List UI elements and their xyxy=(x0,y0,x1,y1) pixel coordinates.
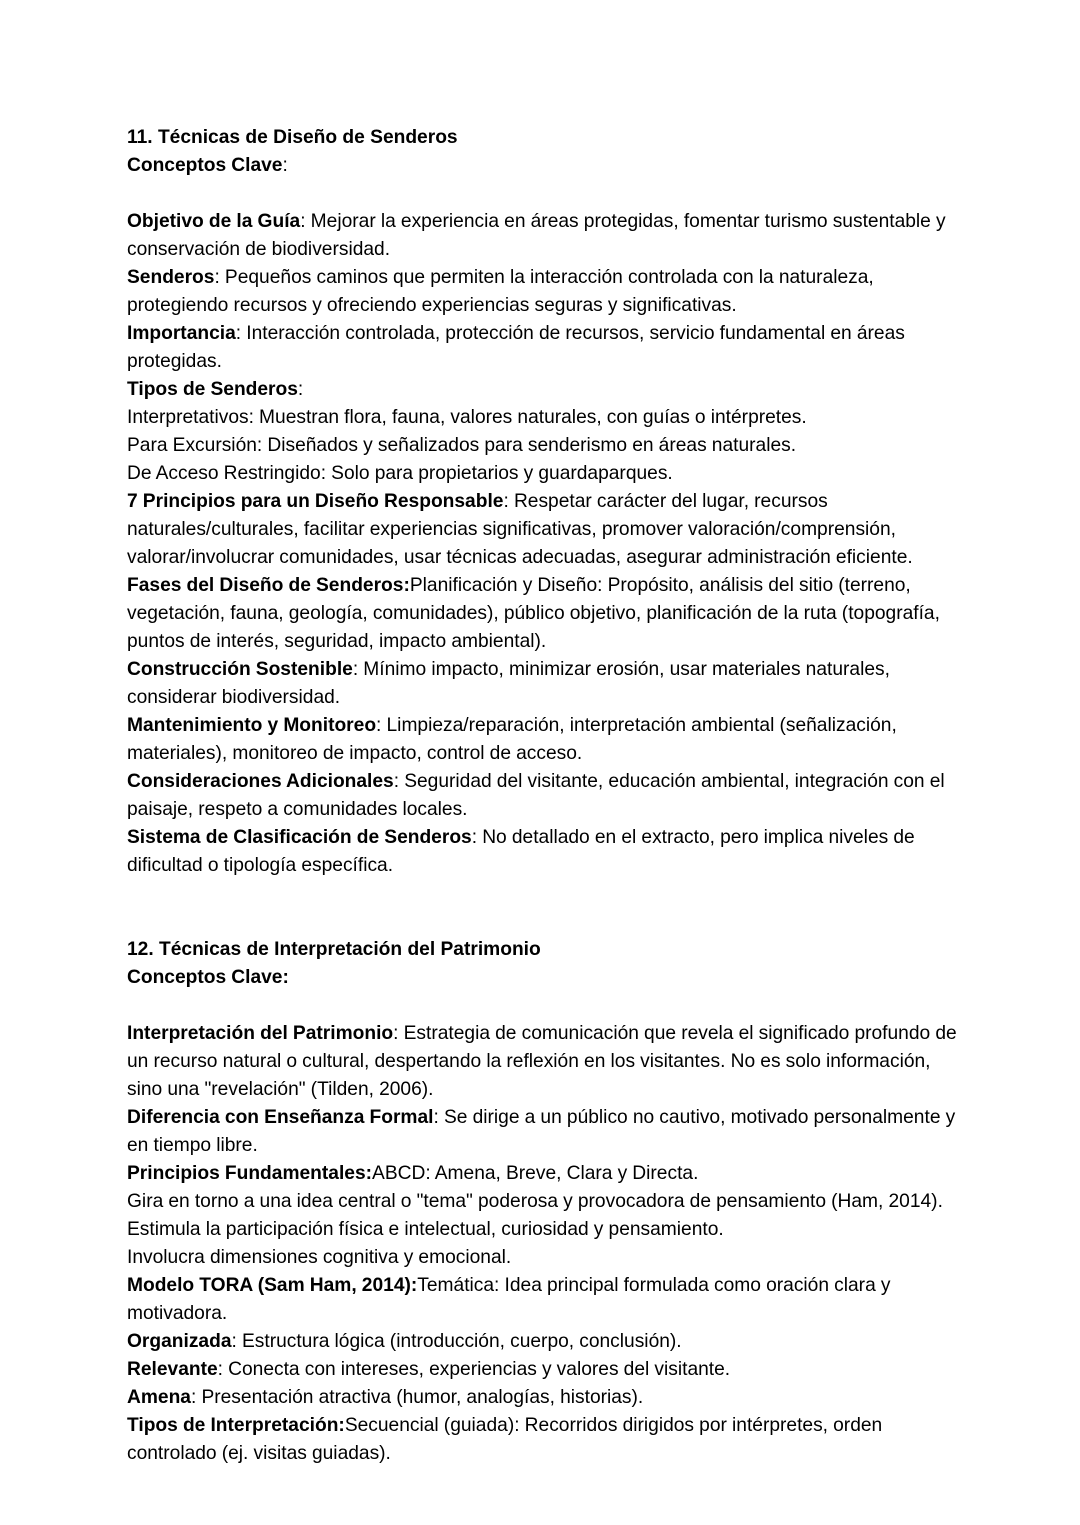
definition-entry xyxy=(127,1104,957,1160)
entry-text: De Acceso Restringido: Solo para propietarios y guardaparques. xyxy=(127,463,673,484)
list-item xyxy=(127,1188,957,1216)
entry-text: Secuencial (guiada): Recorridos dirigidos por intérpretes, orden controlado (ej. visitas guiadas). xyxy=(127,1415,883,1464)
entry-separator: : xyxy=(231,1331,242,1352)
entry-label: Construcción Sostenible xyxy=(127,659,353,680)
section-subtitle xyxy=(127,152,957,180)
definition-entry xyxy=(127,1412,957,1468)
list-item xyxy=(127,1244,957,1272)
entry-text: Estimula la participación física e intelectual, curiosidad y pensamiento. xyxy=(127,1219,724,1240)
list-item xyxy=(127,460,957,488)
entry-separator: : xyxy=(300,211,311,232)
blank-line xyxy=(127,180,957,208)
document-body xyxy=(127,124,957,1468)
entry-text: Involucra dimensiones cognitiva y emocional. xyxy=(127,1247,512,1268)
definition-entry xyxy=(127,1384,957,1412)
entry-text: Presentación atractiva (humor, analogías, historias). xyxy=(201,1387,644,1408)
document-section xyxy=(127,124,957,880)
section-subtitle xyxy=(127,964,957,992)
entry-text: Mejorar la experiencia en áreas protegidas, fomentar turismo sustentable y conservación de biodiversidad. xyxy=(127,211,946,260)
entry-label: Principios Fundamentales: xyxy=(127,1163,373,1184)
definition-entry xyxy=(127,1328,957,1356)
entry-text: Interacción controlada, protección de recursos, servicio fundamental en áreas protegidas. xyxy=(127,323,905,372)
entry-label: Organizada xyxy=(127,1331,232,1352)
entry-label: Objetivo de la Guía xyxy=(127,211,301,232)
definition-entry xyxy=(127,1272,957,1328)
entry-text: No detallado en el extracto, pero implica niveles de dificultad o tipología específica. xyxy=(127,827,915,876)
entry-text: Para Excursión: Diseñados y señalizados para senderismo en áreas naturales. xyxy=(127,435,797,456)
section-heading: 12. Técnicas de Interpretación del Patrimonio xyxy=(127,939,541,960)
list-item xyxy=(127,404,957,432)
entry-label: Fases del Diseño de Senderos: xyxy=(127,575,410,596)
entry-separator: : xyxy=(376,715,387,736)
definition-entry xyxy=(127,1356,957,1384)
entry-text: Mínimo impacto, minimizar erosión, usar materiales naturales, considerar biodiversidad. xyxy=(127,659,890,708)
definition-entry xyxy=(127,1020,957,1104)
entry-text: ABCD: Amena, Breve, Clara y Directa. xyxy=(372,1163,699,1184)
entry-text: Interpretativos: Muestran flora, fauna, valores naturales, con guías o intérpretes. xyxy=(127,407,807,428)
entry-text: Limpieza/reparación, interpretación ambiental (señalización, materiales), monitoreo de impacto, control de acceso. xyxy=(127,715,897,764)
definition-entry xyxy=(127,488,957,572)
section-heading: 11. Técnicas de Diseño de Senderos xyxy=(127,127,458,148)
entry-text: Estrategia de comunicación que revela el significado profundo de un recurso natural o cultural, despertando la reflexión en los visitantes. No es solo información, sino una "revelación" (Tilden, 2006). xyxy=(127,1023,957,1100)
entry-label: Modelo TORA (Sam Ham, 2014): xyxy=(127,1275,418,1296)
document-section xyxy=(127,936,957,1468)
entry-text: Estructura lógica (introducción, cuerpo, conclusión). xyxy=(241,1331,682,1352)
entry-label: Tipos de Senderos xyxy=(127,379,298,400)
entry-label: Senderos xyxy=(127,267,215,288)
entry-text: Se dirige a un público no cautivo, motivado personalmente y en tiempo libre. xyxy=(127,1107,956,1156)
definition-entry xyxy=(127,1160,957,1188)
list-item xyxy=(127,1216,957,1244)
entry-text: Conecta con intereses, experiencias y valores del visitante. xyxy=(228,1359,731,1380)
entry-label: Consideraciones Adicionales xyxy=(127,771,394,792)
entry-text: Respetar carácter del lugar, recursos naturales/culturales, facilitar experiencias significativas, promover valoración/comprensión, valorar/involucrar comunidades, usar técnicas adecuadas, asegurar administración eficiente. xyxy=(127,491,913,568)
entry-label: Mantenimiento y Monitoreo xyxy=(127,715,377,736)
entry-separator: : xyxy=(433,1107,444,1128)
entry-separator: : xyxy=(190,1387,202,1408)
section-subtitle-label: Conceptos Clave: xyxy=(127,967,289,988)
entry-separator: : xyxy=(393,1023,404,1044)
definition-entry xyxy=(127,656,957,712)
entry-separator: : xyxy=(217,1359,229,1380)
entry-label: Sistema de Clasificación de Senderos xyxy=(127,827,472,848)
entry-text: Planificación y Diseño: Propósito, análisis del sitio (terreno, vegetación, fauna, geología, comunidades), público objetivo, planificación de la ruta (topografía, puntos de interés, seguridad, impacto ambiental). xyxy=(127,575,940,652)
entry-label: Tipos de Interpretación: xyxy=(127,1415,345,1436)
entry-label: 7 Principios para un Diseño Responsable xyxy=(127,491,504,512)
section-subtitle-tail: : xyxy=(282,155,288,176)
entry-text: Seguridad del visitante, educación ambiental, integración con el paisaje, respeto a comunidades locales. xyxy=(127,771,945,820)
entry-label: Importancia xyxy=(127,323,236,344)
entry-label: Diferencia con Enseñanza Formal xyxy=(127,1107,434,1128)
entry-label: Interpretación del Patrimonio xyxy=(127,1023,394,1044)
entry-separator: : xyxy=(503,491,514,512)
definition-entry xyxy=(127,572,957,656)
blank-line xyxy=(127,992,957,1020)
section-subtitle-label: Conceptos Clave xyxy=(127,155,283,176)
entry-label: Relevante xyxy=(127,1359,218,1380)
definition-entry xyxy=(127,376,957,404)
entry-text: Gira en torno a una idea central o "tema" poderosa y provocadora de pensamiento (Ham, 2014). xyxy=(127,1191,943,1212)
definition-entry xyxy=(127,208,957,264)
entry-separator: : xyxy=(235,323,247,344)
entry-separator: : xyxy=(297,379,304,400)
entry-label: Amena xyxy=(127,1387,191,1408)
definition-entry xyxy=(127,264,957,320)
entry-separator: : xyxy=(471,827,483,848)
definition-entry xyxy=(127,824,957,880)
entry-separator: : xyxy=(214,267,225,288)
entry-separator: : xyxy=(393,771,405,792)
list-item xyxy=(127,432,957,460)
entry-text: Pequeños caminos que permiten la interacción controlada con la naturaleza, protegiendo recursos y ofreciendo experiencias seguras y significativas. xyxy=(127,267,874,316)
definition-entry xyxy=(127,768,957,824)
definition-entry xyxy=(127,320,957,376)
definition-entry xyxy=(127,712,957,768)
entry-text: Temática: Idea principal formulada como oración clara y motivadora. xyxy=(127,1275,891,1324)
entry-separator: : xyxy=(352,659,364,680)
